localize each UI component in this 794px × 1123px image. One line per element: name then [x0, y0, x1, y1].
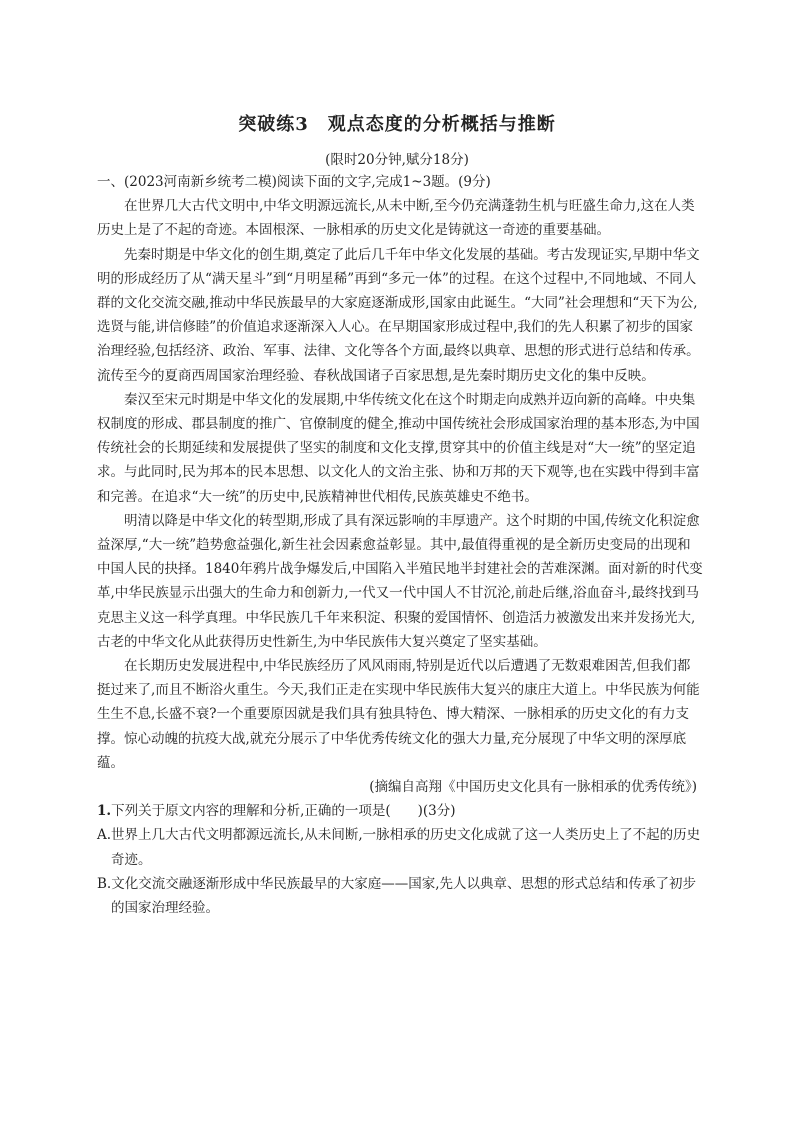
section-intro: 一、(2023河南新乡统考二模)阅读下面的文字,完成1~3题。(9分): [97, 174, 491, 190]
question-1-text: 下列关于原文内容的理解和分析,正确的一项是( )(3分): [111, 803, 456, 820]
question-1-number: 1.: [97, 803, 112, 820]
paragraph-4: 明清以降是中华文化的转型期,形成了具有深远影响的丰厚遗产。这个时期的中国,传统文化积淀愈益深厚,“大一统”趋势愈益强化,新生社会因素愈益彰显。其中,最值得重视的是全新历史变局的出现和中国人民的抉择。1840年鸦片战争爆发后,中国陷入半殖民地半封建社会的苦难深渊。面对新的时代变革,中华民族显示出强大的生命力和创新力,一代又一代中国人不甘沉沦,前赴后继,浴血奋斗,最终找到马克思主义这一科学真理。中华民族几千年来积淀、积聚的爱国情怀、创造活力被激发出来并发扬光大,古老的中华文化从此获得历史性新生,为中华民族伟大复兴奠定了坚实基础。: [97, 512, 703, 650]
paragraph-2: 先秦时期是中华文化的创生期,奠定了此后几千年中华文化发展的基础。考古发现证实,早期中华文明的形成经历了从“满天星斗”到“月明星稀”再到“多元一体”的过程。在这个过程中,不同地域、不同人群的文化交流交融,推动中华民族最早的大家庭逐渐成形,国家由此诞生。“大同”社会理想和“天下为公,选贤与能,讲信修睦”的价值追求逐渐深入人心。在早期国家形成过程中,我们的先人积累了初步的国家治理经验,包括经济、政治、军事、法律、文化等各个方面,最终以典章、思想的形式进行总结和传承。流传至今的夏商西周国家治理经验、春秋战国诸子百家思想,是先秦时期历史文化的集中反映。: [97, 246, 700, 384]
paragraph-1: 在世界几大古代文明中,中华文明源远流长,从未中断,至今仍充满蓬勃生机与旺盛生命力,这在人类历史上是了不起的奇迹。本固根深、一脉相承的历史文化是铸就这一奇迹的重要基础。: [97, 198, 695, 239]
question-1-stem: [97, 799, 703, 823]
question-1-option-a: A.世界上几大古代文明都源远流长,从未间断,一脉相承的历史文化成就了这一人类历史上了不起的历史奇迹。: [97, 827, 701, 868]
question-1-option-b: B.文化交流交融逐渐形成中华民族最早的大家庭——国家,先人以典章、思想的形式总结和传承了初步的国家治理经验。: [97, 875, 697, 917]
source-citation: (摘编自高翔《中国历史文化具有一脉相承的优秀传统》): [369, 779, 697, 796]
document-body: [97, 170, 703, 920]
time-limit-note: (限时20分钟,赋分18分): [325, 152, 469, 168]
page-title: 突破练3 观点态度的分析概括与推断: [238, 114, 556, 135]
paragraph-5: 在长期历史发展进程中,中华民族经历了风风雨雨,特别是近代以后遭遇了无数艰难困苦,但我们都挺过来了,而且不断浴火重生。今天,我们正走在实现中华民族伟大复兴的康庄大道上。中华民族为何能生生不息,长盛不衰?一个重要原因就是我们具有独具特色、博大精深、一脉相承的历史文化的有力支撑。惊心动魄的抗疫大战,就充分展示了中华优秀传统文化的强大力量,充分展现了中华文明的深厚底蕴。: [97, 658, 700, 771]
paragraph-3: 秦汉至宋元时期是中华文化的发展期,中华传统文化在这个时期走向成熟并迈向新的高峰。中央集权制度的形成、郡县制度的推广、官僚制度的健全,推动中国传统社会形成国家治理的基本形态,为中国传统社会的长期延续和发展提供了坚实的制度和文化支撑,贯穿其中的价值主线是对“大一统”的坚定追求。与此同时,民为邦本的民本思想、以文化人的文治主张、协和万邦的天下观等,也在实践中得到丰富和完善。在追求“大一统”的历史中,民族精神世代相传,民族英雄史不绝书。: [97, 391, 700, 505]
